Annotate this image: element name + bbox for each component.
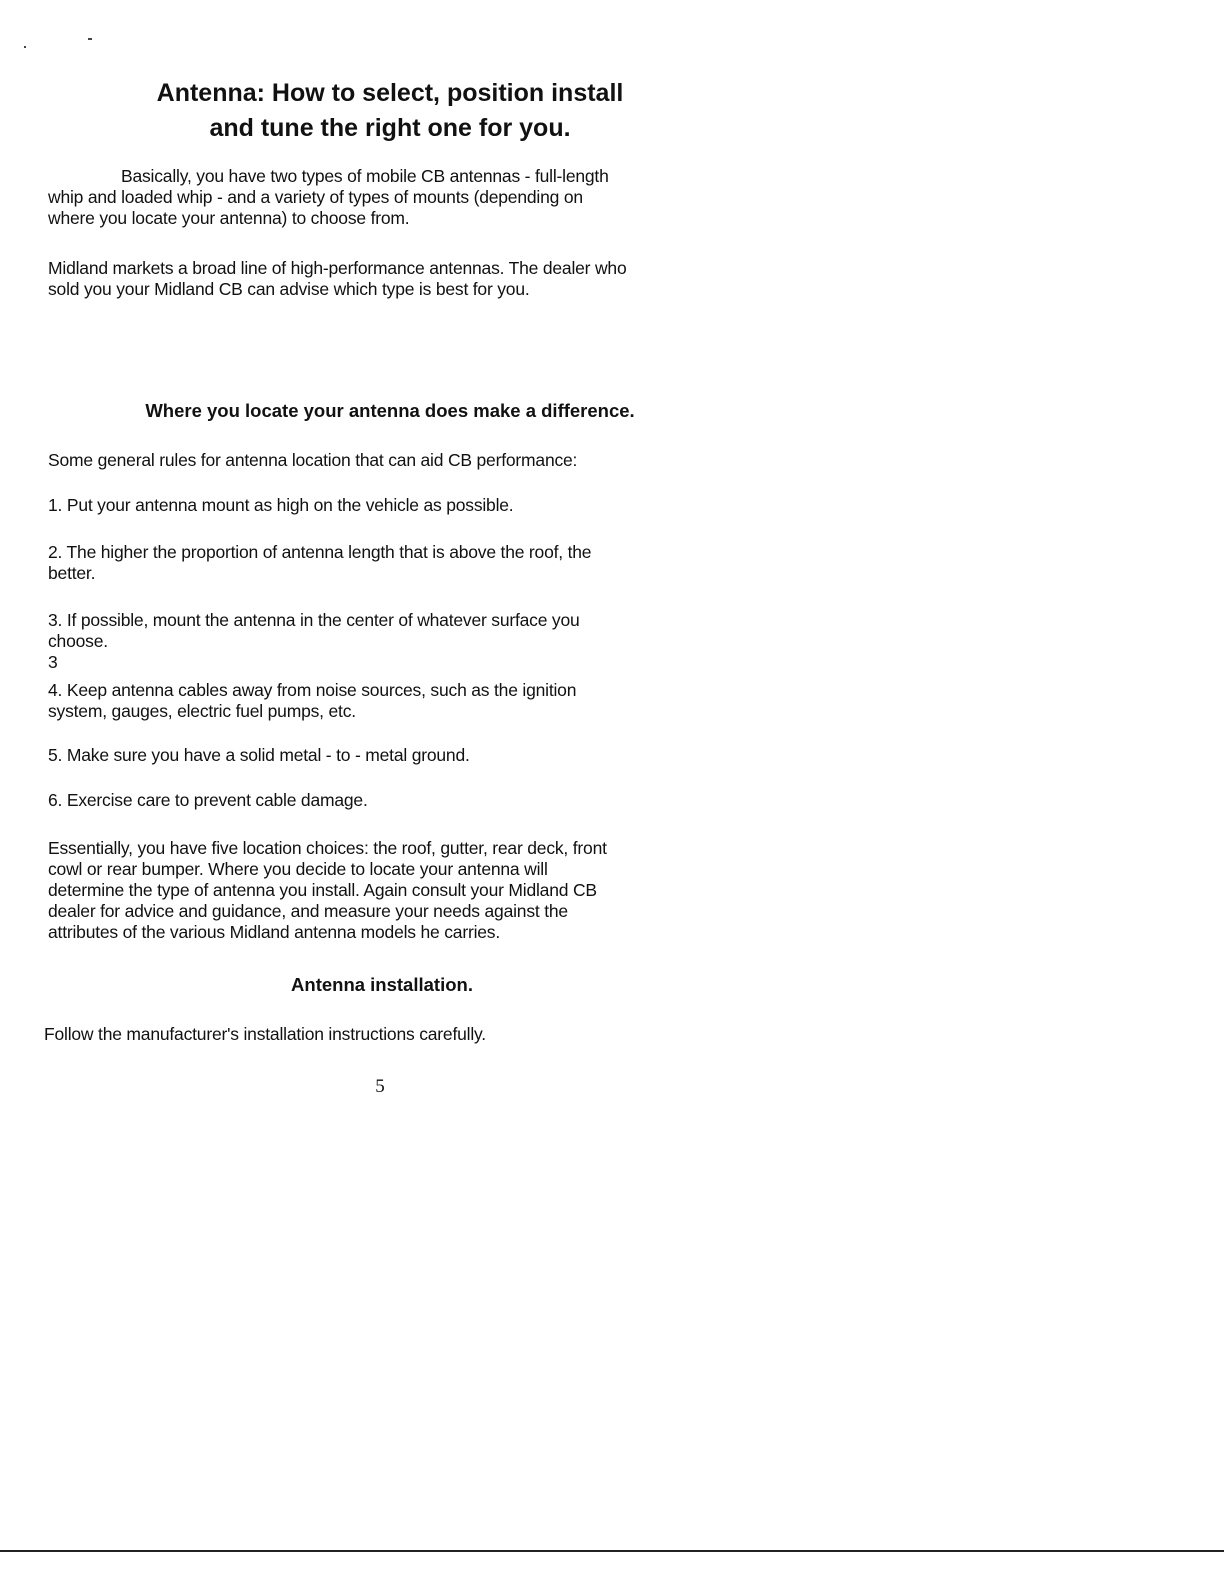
intro-paragraph-1 bbox=[48, 166, 609, 229]
text-line: 3. If possible, mount the antenna in the center of whatever surface you bbox=[48, 610, 580, 630]
text-line: 4. Keep antenna cables away from noise sources, such as the ignition bbox=[48, 680, 577, 700]
text-line: cowl or rear bumper. Where you decide to locate your antenna will bbox=[48, 859, 548, 879]
text-line: where you locate your antenna) to choose from. bbox=[48, 208, 410, 228]
section-heading-installation: Antenna installation. bbox=[291, 974, 473, 995]
text-line: Essentially, you have five location choices: the roof, gutter, rear deck, front bbox=[48, 838, 607, 858]
text-line: better. bbox=[48, 563, 96, 583]
rule-3 bbox=[48, 610, 580, 673]
text-line: Midland markets a broad line of high-performance antennas. The dealer who bbox=[48, 258, 627, 278]
text-line: whip and loaded whip - and a variety of types of mounts (depending on bbox=[48, 187, 583, 207]
text-line: attributes of the various Midland antenna models he carries. bbox=[48, 922, 501, 942]
page-title bbox=[70, 76, 710, 146]
bottom-scan-edge-line bbox=[0, 1550, 1224, 1552]
text-line: sold you your Midland CB can advise which type is best for you. bbox=[48, 279, 530, 299]
scan-speck bbox=[24, 46, 26, 48]
page-title-line-1: Antenna: How to select, position install bbox=[156, 79, 624, 107]
rules-intro: Some general rules for antenna location that can aid CB performance: bbox=[48, 450, 578, 470]
text-line: determine the type of antenna you install. Again consult your Midland CB bbox=[48, 880, 597, 900]
page-title-line-2: and tune the right one for you. bbox=[209, 114, 571, 142]
rule-4 bbox=[48, 680, 576, 722]
stray-number-mark: 3 bbox=[48, 652, 58, 672]
text-line: 2. The higher the proportion of antenna length that is above the roof, the bbox=[48, 542, 592, 562]
installation-text: Follow the manufacturer's installation instructions carefully. bbox=[44, 1024, 486, 1044]
intro-paragraph-2 bbox=[48, 258, 626, 300]
rule-1: 1. Put your antenna mount as high on the vehicle as possible. bbox=[48, 495, 514, 515]
rule-2 bbox=[48, 542, 591, 584]
scan-speck bbox=[88, 38, 92, 40]
text-line: Basically, you have two types of mobile CB antennas - full-length bbox=[121, 166, 609, 186]
text-line: dealer for advice and guidance, and measure your needs against the bbox=[48, 901, 568, 921]
rule-5: 5. Make sure you have a solid metal - to - metal ground. bbox=[48, 745, 470, 765]
rule-6: 6. Exercise care to prevent cable damage. bbox=[48, 790, 368, 810]
text-line: system, gauges, electric fuel pumps, etc. bbox=[48, 701, 356, 721]
text-line: choose. bbox=[48, 631, 108, 651]
page-number: 5 bbox=[375, 1076, 385, 1097]
section-heading-location: Where you locate your antenna does make a difference. bbox=[145, 400, 635, 421]
location-choices-paragraph bbox=[48, 838, 607, 943]
